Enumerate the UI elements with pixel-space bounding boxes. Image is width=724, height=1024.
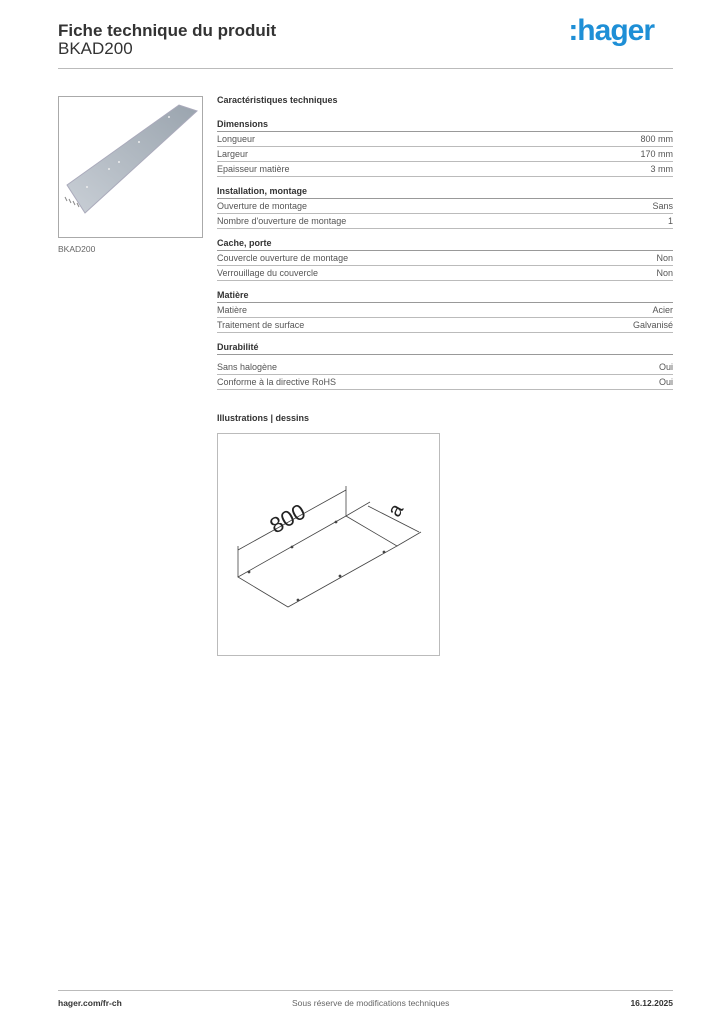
page-title: Fiche technique du produit <box>58 21 277 40</box>
footer-site-link[interactable]: hager.com/fr-ch <box>58 998 122 1008</box>
width-label: a <box>383 500 409 521</box>
spec-row <box>217 162 673 177</box>
footer-date: 16.12.2025 <box>630 998 673 1008</box>
spec-row <box>217 132 673 147</box>
hager-logo: :hager <box>568 14 654 47</box>
spec-row <box>217 318 673 333</box>
spec-value: Oui <box>658 377 673 387</box>
section-heading: Cache, porte <box>217 238 673 251</box>
spec-row <box>217 375 673 390</box>
product-image <box>58 96 203 238</box>
section-heading: Installation, montage <box>217 186 673 199</box>
spec-value: Non <box>656 268 673 278</box>
spec-label: Traitement de surface <box>217 320 305 330</box>
spec-row <box>217 360 673 375</box>
section-heading: Dimensions <box>217 119 673 132</box>
spec-value: Acier <box>652 305 673 315</box>
spec-value: 3 mm <box>650 164 673 174</box>
product-image-caption: BKAD200 <box>58 244 96 254</box>
spec-label: Couvercle ouverture de montage <box>217 253 349 263</box>
spec-value: 170 mm <box>640 149 673 159</box>
spec-row <box>217 266 673 281</box>
section-heading: Matière <box>217 290 673 303</box>
spec-label: Nombre d'ouverture de montage <box>217 216 347 226</box>
product-code: BKAD200 <box>58 39 133 58</box>
illustrations-heading: Illustrations | dessins <box>217 413 310 423</box>
spec-label: Longueur <box>217 134 256 144</box>
section-heading: Durabilité <box>217 342 673 355</box>
spec-label: Epaisseur matière <box>217 164 290 174</box>
spec-value: Sans <box>652 201 673 211</box>
spec-label: Largeur <box>217 149 249 159</box>
spec-label: Sans halogène <box>217 362 278 372</box>
header-divider <box>58 68 673 69</box>
footer-divider <box>58 990 673 991</box>
specs-table <box>217 95 673 390</box>
spec-label: Matière <box>217 305 248 315</box>
spec-label: Conforme à la directive RoHS <box>217 377 337 387</box>
spec-value: Non <box>656 253 673 263</box>
spec-label: Ouverture de montage <box>217 201 308 211</box>
spec-row <box>217 199 673 214</box>
spec-value: Galvanisé <box>632 320 673 330</box>
length-label: 800 <box>265 498 310 539</box>
spec-row <box>217 147 673 162</box>
spec-row <box>217 214 673 229</box>
spec-value: 800 mm <box>640 134 673 144</box>
spec-row <box>217 251 673 266</box>
spec-value: Oui <box>658 362 673 372</box>
specs-heading: Caractéristiques techniques <box>217 95 338 105</box>
dimension-drawing <box>217 433 440 656</box>
footer-notice: Sous réserve de modifications techniques <box>292 998 450 1008</box>
spec-value: 1 <box>667 216 673 226</box>
spec-row <box>217 303 673 318</box>
spec-label: Verrouillage du couvercle <box>217 268 319 278</box>
